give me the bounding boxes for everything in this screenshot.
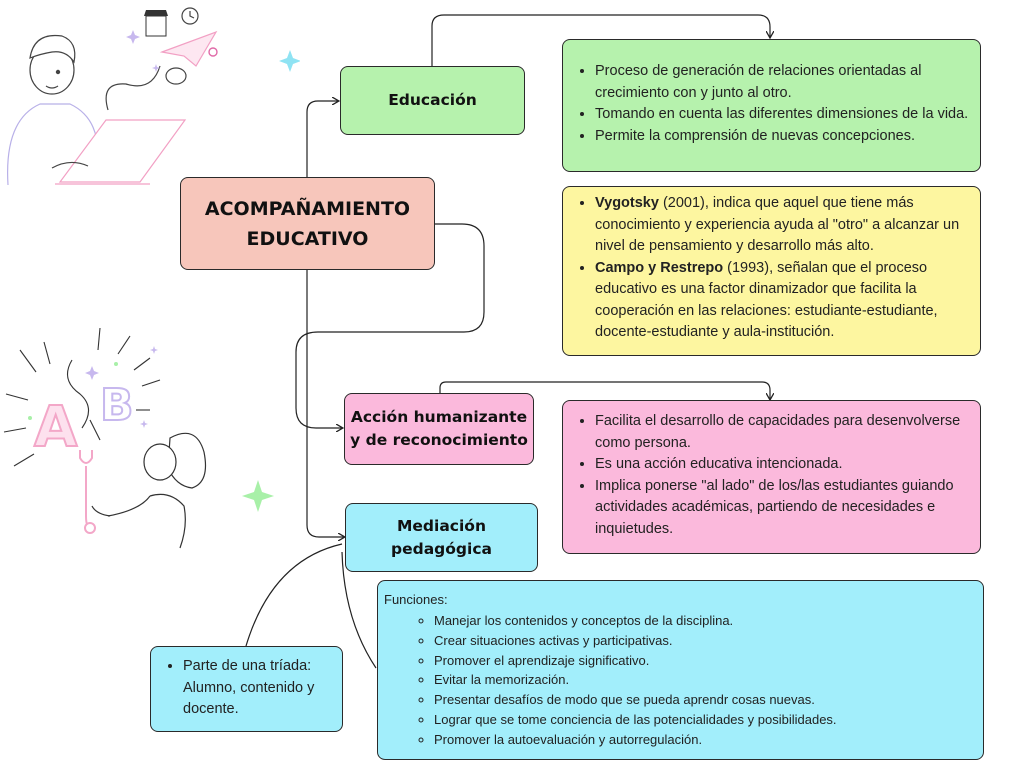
map-pin-icon bbox=[209, 48, 217, 56]
list-item: • Parte de una tríada: Alumno, contenido y docente. bbox=[183, 656, 334, 721]
shop-icon bbox=[144, 10, 168, 36]
list-item: ◦ Promover la autoevaluación y autorregulación. bbox=[434, 730, 975, 750]
author-text: (2001), indica que aquel que tiene más conocimiento y experiencia ayuda al "otro" a alcanzar un nivel de pensamiento y desarrollo más alto. bbox=[595, 195, 960, 254]
funciones-list bbox=[384, 611, 975, 750]
autores-list bbox=[563, 193, 974, 344]
list-item: ◦ Lograr que se tome conciencia de las potencialidades y posibilidades. bbox=[434, 710, 975, 730]
author-name-vygotsky: Vygotsky bbox=[595, 195, 659, 211]
person-laptop-illustration bbox=[0, 0, 300, 195]
list-item: ◦ Manejar los contenidos y conceptos de la disciplina. bbox=[434, 611, 975, 631]
list-item bbox=[595, 193, 974, 258]
letter-b: B bbox=[100, 380, 134, 431]
sparkle-icon bbox=[279, 50, 300, 72]
list-item bbox=[595, 258, 974, 344]
line-mediacion-triada bbox=[246, 544, 342, 646]
list-item: • Proceso de generación de relaciones orientadas al crecimiento con y junto al otro. bbox=[595, 61, 972, 104]
sparkle-icon bbox=[85, 366, 99, 380]
accion-details-box bbox=[562, 400, 981, 554]
wrench-icon bbox=[80, 450, 92, 527]
educacion-node bbox=[340, 66, 525, 135]
triada-box bbox=[150, 646, 343, 732]
clock-icon bbox=[182, 8, 198, 24]
girl-letters-ab-illustration bbox=[0, 320, 290, 550]
list-item: • Facilita el desarrollo de capacidades para desenvolverse como persona. bbox=[595, 411, 972, 454]
author-text: (1993), señalan que el proceso educativo es una factor dinamizador que facilita la cooperación en las relaciones: estudiante-estudiante, docente-estudiante y aula-institución. bbox=[595, 259, 938, 340]
sparkle-icon bbox=[150, 346, 158, 354]
mediacion-title: Mediación pedagógica bbox=[391, 516, 492, 558]
list-item: • Es una acción educativa intencionada. bbox=[595, 454, 972, 476]
palette-icon bbox=[166, 68, 186, 84]
educacion-list bbox=[563, 61, 972, 147]
main-topic-title: ACOMPAÑAMIENTO EDUCATIVO bbox=[204, 197, 411, 250]
list-item: ◦ Evitar la memorización. bbox=[434, 670, 975, 690]
trunk-line bbox=[307, 270, 344, 537]
list-item: ◦ Crear situaciones activas y participativas. bbox=[434, 631, 975, 651]
funciones-label: Funciones: bbox=[384, 592, 448, 607]
triada-list bbox=[151, 656, 334, 721]
letter-a: A bbox=[34, 395, 78, 460]
accion-title: Acción humanizante y de reconocimiento bbox=[350, 408, 528, 449]
paper-plane-icon bbox=[162, 32, 216, 66]
list-item: • Tomando en cuenta las diferentes dimensiones de la vida. bbox=[595, 104, 972, 126]
autores-box bbox=[562, 186, 981, 356]
mediacion-node bbox=[345, 503, 538, 572]
list-item: ◦ Presentar desafíos de modo que se pueda aprendr cosas nuevas. bbox=[434, 690, 975, 710]
sparkle-icon bbox=[242, 480, 274, 512]
funciones-box bbox=[377, 580, 984, 760]
list-item: • Permite la comprensión de nuevas concepciones. bbox=[595, 126, 972, 148]
accion-node bbox=[344, 393, 534, 465]
author-name-campo-restrepo: Campo y Restrepo bbox=[595, 259, 724, 276]
sparkle-icon bbox=[140, 420, 148, 428]
educacion-title: Educación bbox=[388, 91, 477, 109]
accion-list bbox=[563, 411, 972, 540]
list-item: • Implica ponerse "al lado" de los/las estudiantes guiando actividades académicas, partiendo de necesidades e inquietudes. bbox=[595, 476, 972, 541]
list-item: ◦ Promover el aprendizaje significativo. bbox=[434, 651, 975, 671]
sparkle-icon bbox=[126, 30, 140, 44]
educacion-details-box bbox=[562, 39, 981, 172]
